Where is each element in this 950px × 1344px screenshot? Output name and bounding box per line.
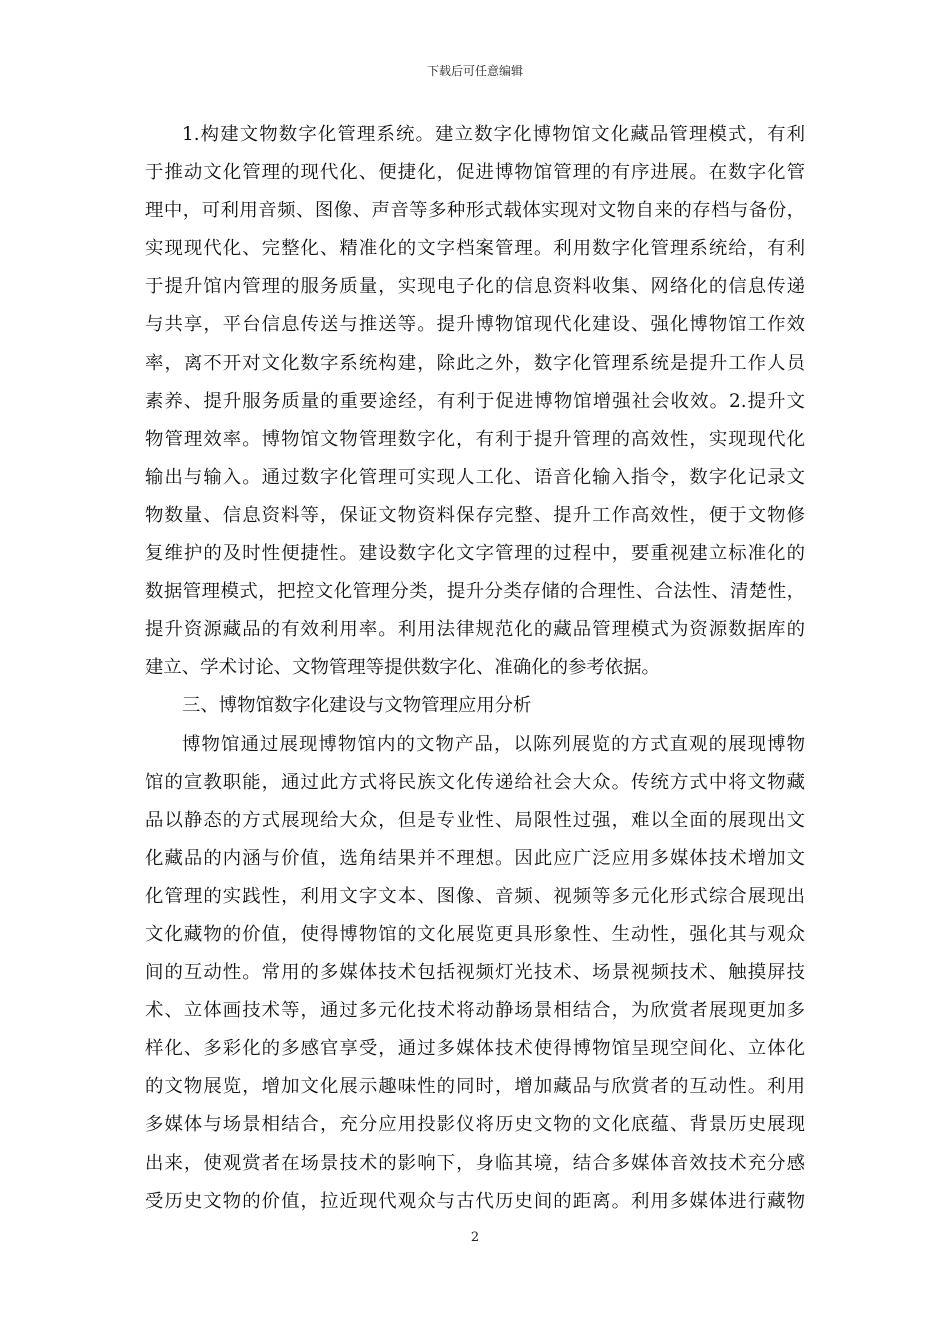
text-line: 于提升馆内管理的服务质量，实现电子化的信息资料收集、网络化的信息传递: [145, 276, 805, 298]
text-line: 受历史文物的价值，拉近现代观众与古代历史间的距离。利用多媒体进行藏物: [145, 1190, 805, 1212]
text-line: 术、立体画技术等，通过多元化技术将动静场景相结合，为欣赏者展现更加多: [145, 1000, 805, 1022]
page-number: 2: [470, 1230, 480, 1245]
text-line: 化藏品的内涵与价值，选角结果并不理想。因此应广泛应用多媒体技术增加文: [145, 847, 805, 869]
text-line: 物管理效率。博物馆文物管理数字化，有利于提升管理的高效性，实现现代化: [145, 428, 805, 450]
text-line: 数据管理模式，把控文化管理分类，提升分类存储的合理性、合法性、清楚性，: [145, 581, 805, 603]
text-line: 物数量、信息资料等，保证文物资料保存完整、提升工作高效性，便于文物修: [145, 504, 805, 526]
text-line: 文化藏物的价值，使得博物馆的文化展览更具形象性、生动性，强化其与观众: [145, 923, 805, 945]
text-line: 与共享，平台信息传送与推送等。提升博物馆现代化建设、强化博物馆工作效: [145, 314, 805, 336]
text-line: 多媒体与场景相结合，充分应用投影仪将历史文物的文化底蕴、背景历史展现: [145, 1114, 805, 1136]
text-line: 化管理的实践性，利用文字文本、图像、音频、视频等多元化形式综合展现出: [145, 885, 805, 907]
text-line: 馆的宣教职能，通过此方式将民族文化传递给社会大众。传统方式中将文物藏: [145, 771, 805, 793]
text-line: 实现现代化、完整化、精准化的文字档案管理。利用数字化管理系统给，有利: [145, 238, 805, 260]
text-line: 素养、提升服务质量的重要途经，有利于促进博物馆增强社会收效。2.提升文: [145, 390, 805, 412]
text-line: 间的互动性。常用的多媒体技术包括视频灯光技术、场景视频技术、触摸屏技: [145, 962, 805, 984]
document-body: [145, 116, 805, 1221]
text-line: 出来，使观赏者在场景技术的影响下，身临其境，结合多媒体音效技术充分感: [145, 1152, 805, 1174]
text-line: 品以静态的方式展现给大众，但是专业性、局限性过强，难以全面的展现出文: [145, 809, 805, 831]
text-line: 博物馆通过展现博物馆内的文物产品，以陈列展览的方式直观的展现博物: [182, 733, 805, 755]
paragraph-multimedia: [145, 726, 805, 1221]
text-line: 率，离不开对文化数字系统构建，除此之外，数字化管理系统是提升工作人员: [145, 352, 805, 374]
text-line: 样化、多彩化的多感官享受，通过多媒体技术使得博物馆呈现空间化、立体化: [145, 1038, 805, 1060]
section-heading-text: 三、博物馆数字化建设与文物管理应用分析: [182, 695, 532, 717]
text-line: 理中，可利用音频、图像、声音等多种形式载体实现对文物自来的存档与备份，: [145, 200, 805, 222]
paragraph-digital-management: [145, 116, 805, 687]
text-line: 1.构建文物数字化管理系统。建立数字化博物馆文化藏品管理模式，有利: [182, 124, 805, 145]
text-line: 提升资源藏品的有效利用率。利用法律规范化的藏品管理模式为资源数据库的: [145, 619, 805, 641]
text-line: 于推动文化管理的现代化、便捷化，促进博物馆管理的有序进展。在数字化管: [145, 162, 805, 184]
text-line: 输出与输入。通过数字化管理可实现人工化、语音化输入指令，数字化记录文: [145, 466, 805, 488]
text-line: 建立、学术讨论、文物管理等提供数字化、准确化的参考依据。: [145, 657, 660, 679]
section-heading: [145, 687, 805, 725]
page-header: 下载后可任意编辑: [426, 64, 523, 78]
text-line: 的文物展览，增加文化展示趣味性的同时，增加藏品与欣赏者的互动性。利用: [145, 1076, 805, 1098]
text-line: 复维护的及时性便捷性。建设数字化文字管理的过程中，要重视建立标准化的: [145, 543, 805, 565]
